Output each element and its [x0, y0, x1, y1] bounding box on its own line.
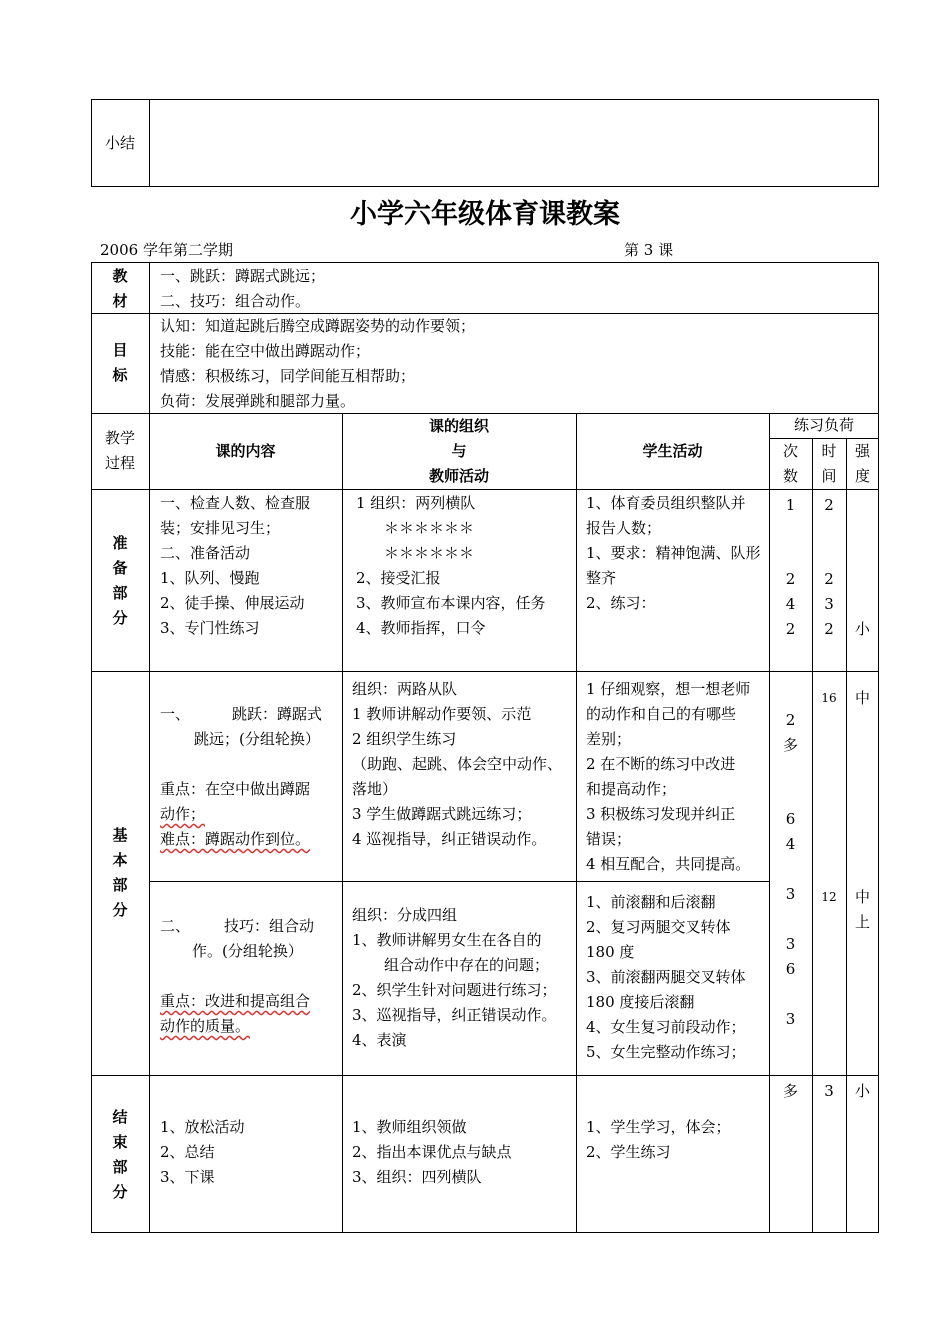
- prep-times-2: 2: [785, 570, 796, 588]
- prep-duration-3: 3: [824, 595, 834, 613]
- lesson-label: 第 3 课: [624, 241, 674, 259]
- basic-intensity-3: 上: [854, 913, 870, 931]
- prep-duration-2: 2: [824, 570, 834, 588]
- end-duration: 3: [824, 1082, 834, 1100]
- objectives-text: 认知：知道起跳后腾空成蹲踞姿势的动作要领； 技能：能在空中做出蹲踞动作； 情感：积极练习，同学间能互相帮助； 负荷：发展弹跳和腿部力量。: [160, 317, 476, 410]
- prep-duration-1: 2: [824, 496, 834, 514]
- end-organization: 1、教师组织领做 2、指出本课优点与缺点 3、组织：四列横队: [352, 1118, 512, 1186]
- prep-duration-4: 2: [824, 620, 834, 638]
- basic-part2-student: 1、前滚翻和后滚翻 2、复习两腿交叉转体 180 度 3、前滚翻两腿交叉转体 180 度接后滚翻 4、女生复习前段动作； 5、女生完整动作练习；: [586, 893, 746, 1061]
- row-line: [149, 881, 769, 882]
- basic-times-4: 4: [785, 835, 796, 853]
- materials-text: 一、跳跃：蹲踞式跳远； 二、技巧：组合动作。: [160, 267, 326, 310]
- header-duration: 时 间: [821, 442, 837, 485]
- summary-label: 小结: [104, 134, 135, 152]
- end-label: 结 束 部 分: [112, 1108, 128, 1201]
- header-intensity: 强 度: [854, 442, 870, 485]
- end-intensity: 小: [854, 1082, 870, 1100]
- prep-content: 一、检查人数、检查服 装；安排见习生； 二、准备活动 1、队列、慢跑 2、徒手操、伸展运动 3、专门性练习: [160, 494, 311, 637]
- prep-times-4: 2: [785, 620, 796, 638]
- header-organization: 课的组织 与 教师活动: [428, 417, 489, 485]
- row-line: [91, 489, 879, 490]
- basic-times-6: 3: [785, 935, 796, 953]
- col-line: [846, 438, 847, 1233]
- basic-times-1: 2: [785, 711, 796, 729]
- basic-duration-1: 16: [821, 691, 837, 705]
- basic-times-7: 6: [785, 960, 796, 978]
- summary-box: [91, 99, 879, 187]
- col-line: [812, 438, 813, 1233]
- objectives-label: 目 标: [112, 341, 128, 384]
- prep-times-3: 4: [785, 595, 796, 613]
- basic-part1-student: 1 仔细观察，想一想老师 的动作和自己的有哪些 差别； 2 在不断的练习中改进 和提高动作； 3 积极练习发现并纠正 错误； 4 相互配合，共同提高。: [586, 680, 751, 873]
- header-load: 练习负荷: [793, 416, 854, 434]
- col-line: [576, 413, 577, 1233]
- basic-duration-2: 12: [821, 890, 837, 904]
- end-student: 1、学生学习，体会； 2、学生练习: [586, 1118, 731, 1161]
- page-title: 小学六年级体育课教案: [350, 199, 620, 230]
- basic-part1-organization: 组织：两路从队 1 教师讲解动作要领、示范 2 组织学生练习 （助跑、起跳、体会空中动作、 落地） 3 学生做蹲踞式跳远练习； 4 巡视指导，纠正错误动作。: [352, 680, 563, 848]
- basic-intensity-1: 中: [854, 689, 870, 707]
- basic-label: 基 本 部 分: [112, 826, 128, 919]
- basic-intensity-2: 中: [854, 888, 870, 906]
- basic-part2-organization: 组织：分成四组 1、教师讲解男女生在各自的 组合动作中存在的问题； 2、织学生针对问题进行练习； 3、巡视指导，纠正错误动作。 4、表演: [352, 906, 557, 1049]
- end-content: 1、放松活动 2、总结 3、下课: [160, 1118, 245, 1186]
- basic-part2-content: 二、 技巧：组合动 作。(分组轮换） 重点：改进和提高组合 动作的质量。: [160, 917, 315, 1035]
- basic-times-2: 多: [782, 736, 798, 754]
- term-label: 2006 学年第二学期: [100, 241, 233, 259]
- materials-label: 教 材: [112, 267, 128, 310]
- header-times: 次 数: [782, 442, 798, 485]
- header-process: 教学 过程: [104, 429, 135, 472]
- basic-times-8: 3: [785, 1010, 796, 1028]
- prep-organization: 1 组织：两列横队 ＊＊＊＊＊＊ ＊＊＊＊＊＊ 2、接受汇报 3、教师宣布本课内容，任务 4、教师指挥，口令: [356, 494, 546, 637]
- col-line: [149, 262, 150, 1233]
- basic-part1-content: 一、 跳跃：蹲踞式 跳远；(分组轮换） 重点：在空中做出蹲踞 动作； 难点：蹲踞动作到位。: [160, 705, 323, 848]
- col-line: [342, 413, 343, 1233]
- prep-student: 1、体育委员组织整队并 报告人数； 1、要求：精神饱满、队形 整齐 2、练习：: [586, 494, 761, 612]
- basic-times-5: 3: [785, 885, 796, 903]
- end-times: 多: [782, 1082, 798, 1100]
- row-line: [91, 1075, 879, 1076]
- row-line: [91, 671, 879, 672]
- basic-times-3: 6: [785, 810, 796, 828]
- header-student: 学生活动: [642, 442, 703, 460]
- header-content: 课的内容: [215, 442, 276, 460]
- prep-intensity: 小: [854, 620, 870, 638]
- prep-times-1: 1: [785, 496, 796, 514]
- prep-label: 准 备 部 分: [112, 534, 128, 627]
- summary-divider: [149, 99, 150, 187]
